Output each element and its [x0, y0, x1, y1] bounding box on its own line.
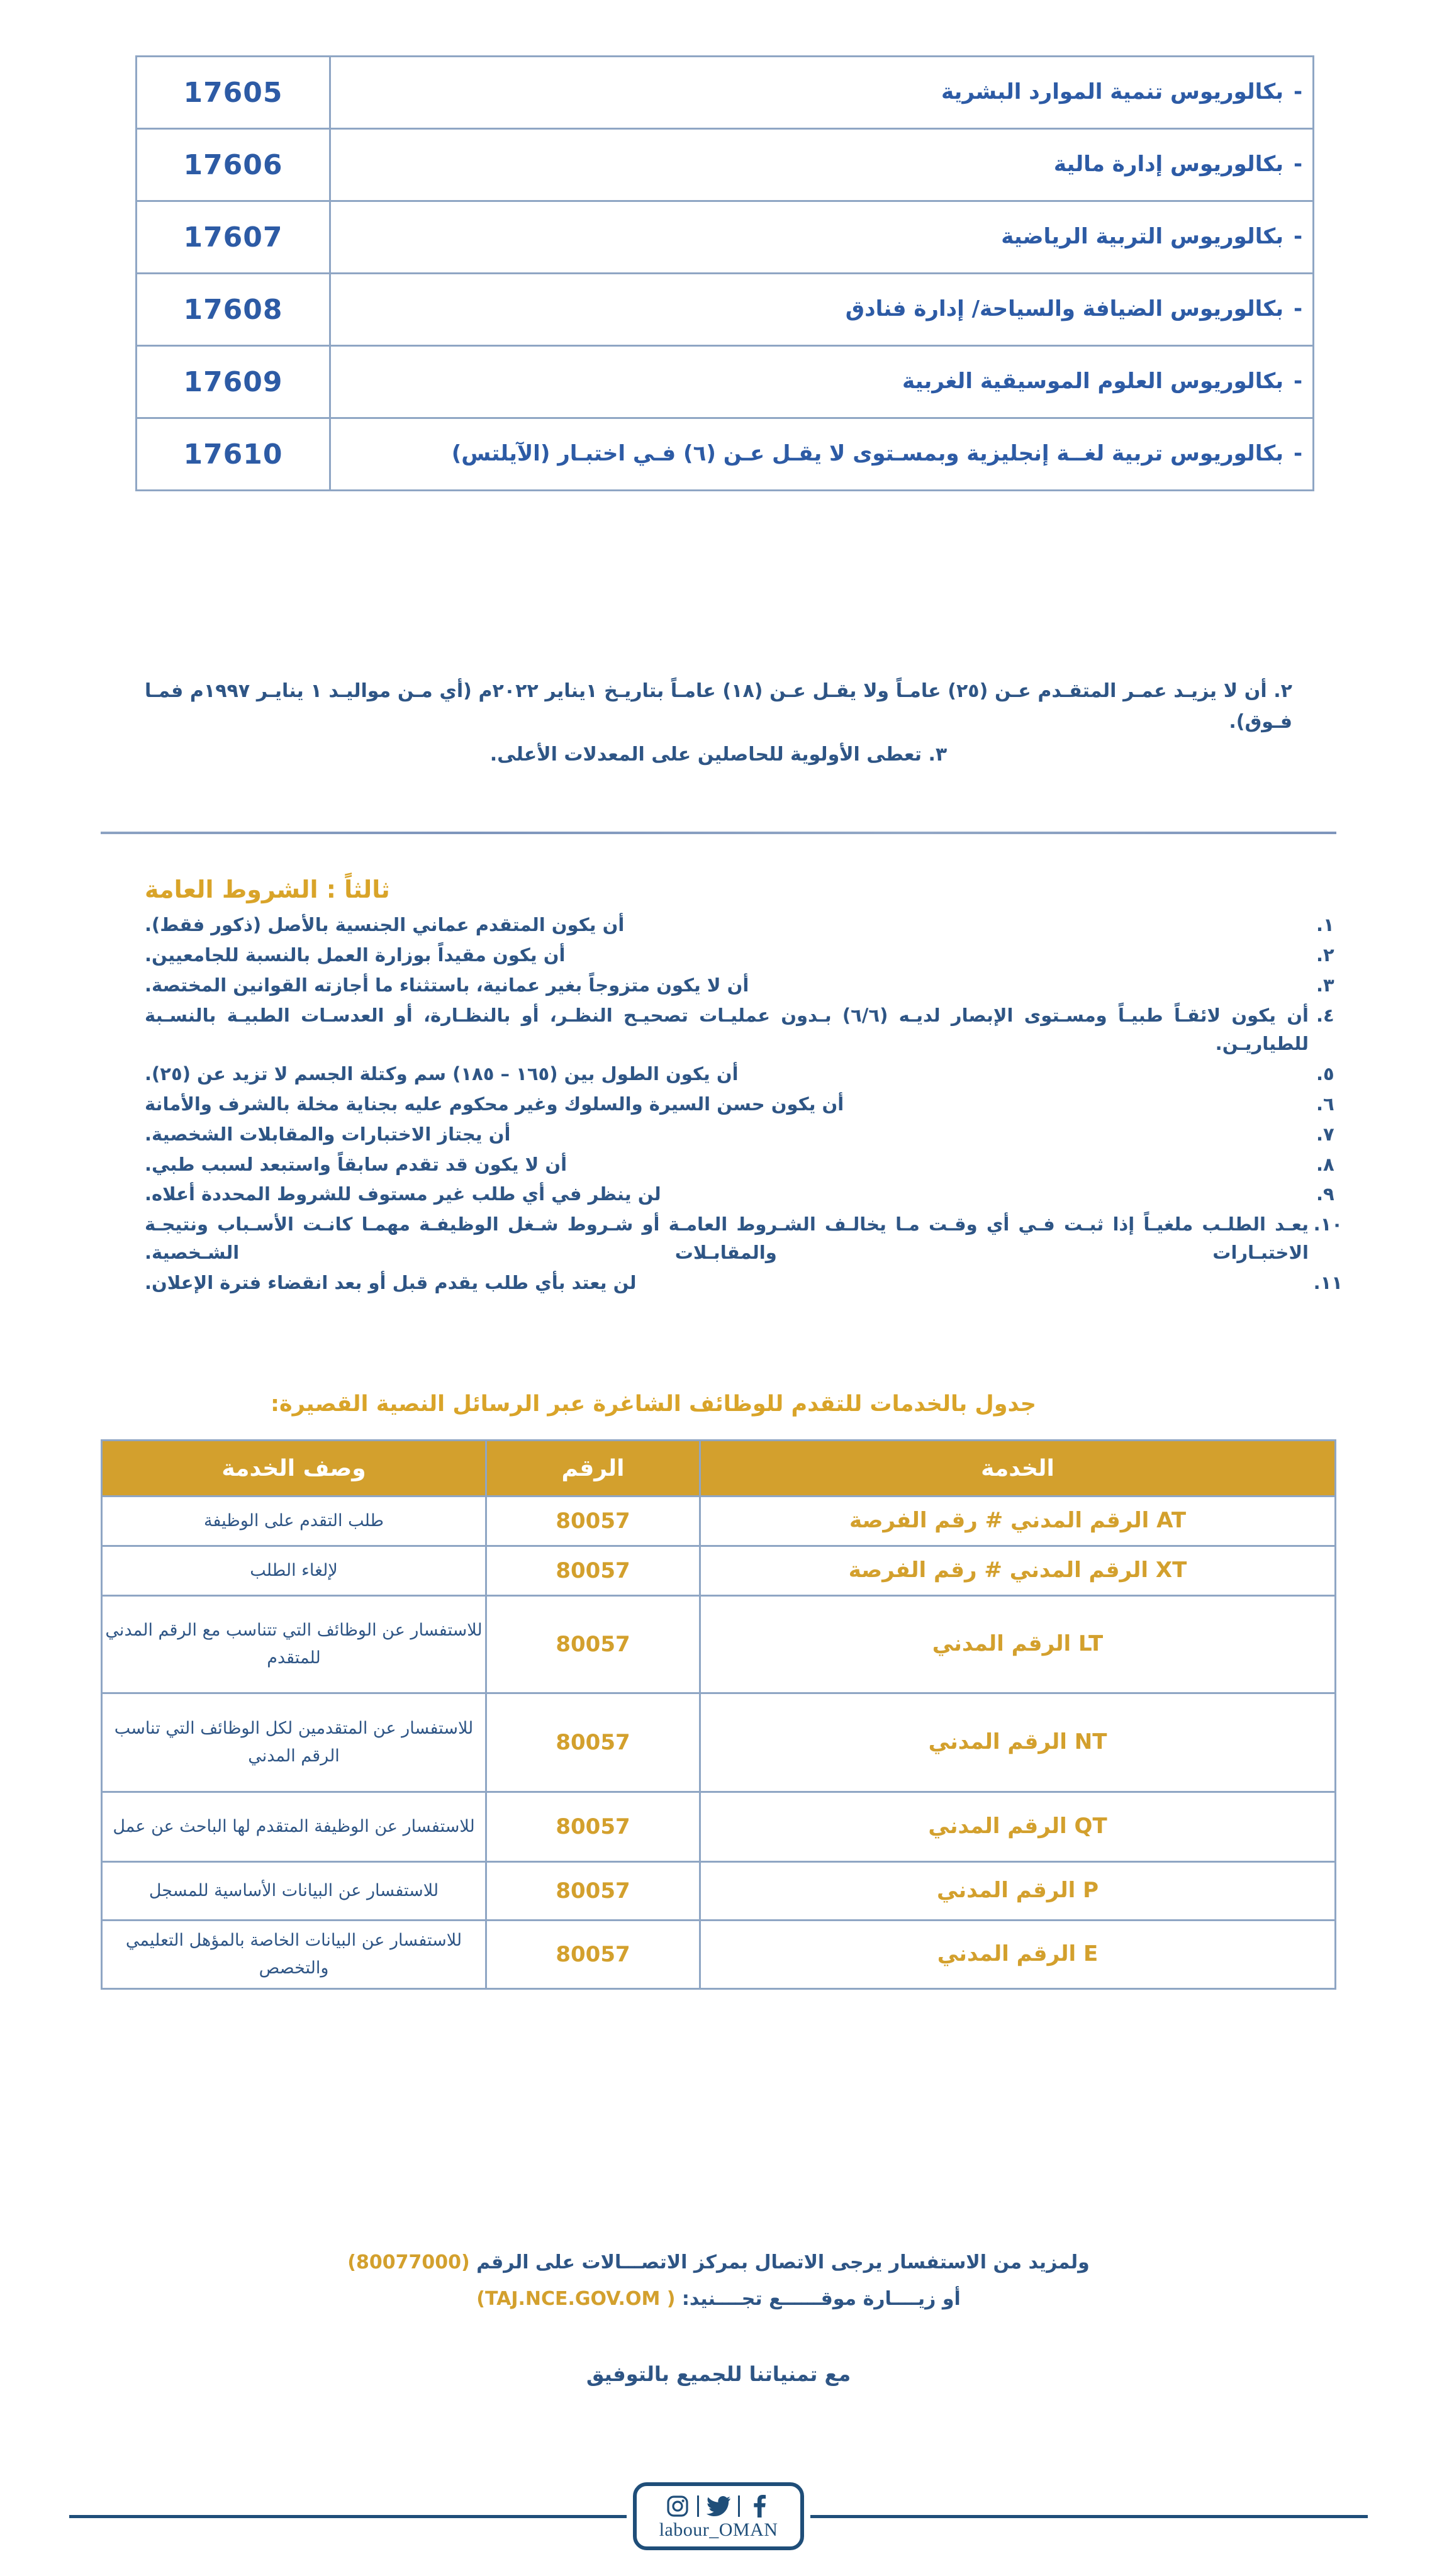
table-row [102, 1862, 1336, 1921]
table-row [137, 274, 1314, 346]
social-footer [69, 2478, 1368, 2554]
service-code: QT الرقم المدني [700, 1792, 1336, 1862]
table-row [137, 201, 1314, 274]
table-row [137, 129, 1314, 201]
list-item-number: ٤. [1316, 1004, 1334, 1026]
service-description: طلب التقدم على الوظيفة [102, 1497, 486, 1546]
service-description: للاستفسار عن الوظائف التي تتناسب مع الرقم المدني للمتقدم [102, 1596, 486, 1693]
table-row [102, 1546, 1336, 1596]
dash-marker: - [1293, 79, 1303, 105]
website-line [189, 2281, 1248, 2317]
job-code: 17606 [137, 129, 330, 201]
service-description: للاستفسار عن الوظيفة المتقدم لها الباحث عن عمل [102, 1792, 486, 1862]
list-item-text: أن لا يكون قد تقدم سابقاً واستبعد لسبب طبي. [145, 1153, 568, 1175]
dash-marker: - [1293, 296, 1303, 322]
job-title: بكالوريوس العلوم الموسيقية الغربية [902, 369, 1283, 394]
column-header-service: الخدمة [700, 1441, 1336, 1497]
list-item [145, 1060, 1343, 1088]
jobs-table [135, 55, 1314, 491]
list-item-number: ١١. [1313, 1272, 1343, 1294]
list-item-text: أن يكون حسن السيرة والسلوك وغير محكوم عليه بجناية مخلة بالشرف والأمانة [145, 1093, 844, 1115]
job-title: بكالوريوس الضيافة والسياحة/ إدارة فنادق [845, 296, 1283, 322]
column-header-number: الرقم [486, 1441, 700, 1497]
service-number: 80057 [486, 1693, 700, 1792]
list-item-text: أن يكون المتقدم عماني الجنسية بالأصل (ذكور فقط). [145, 914, 625, 935]
column-header-description: وصف الخدمة [102, 1441, 486, 1497]
job-name-cell [330, 57, 1314, 129]
footer-rule-right [810, 2515, 1368, 2518]
service-number: 80057 [486, 1792, 700, 1862]
list-item [145, 1120, 1343, 1149]
service-code: LT الرقم المدني [700, 1596, 1336, 1693]
social-handle[interactable]: labour_OMAN [659, 2519, 778, 2541]
contact-info [189, 2244, 1248, 2317]
website-label: أو زيــــارة موقــــــع تجــــنيد: [681, 2287, 961, 2310]
table-row [137, 418, 1314, 491]
service-number: 80057 [486, 1596, 700, 1693]
call-center-line [189, 2244, 1248, 2281]
list-item-number: ٣. [1316, 974, 1334, 996]
dash-marker: - [1293, 369, 1303, 394]
table-header-row [102, 1441, 1336, 1497]
table-row [102, 1596, 1336, 1693]
job-name-cell [330, 201, 1314, 274]
list-item-number: ٨. [1316, 1153, 1334, 1175]
job-title: بكالوريوس التربية الرياضية [1001, 224, 1283, 250]
sms-table-container [101, 1439, 1336, 1990]
job-title: بكالوريوس تربية لغــة إنجليزية وبمسـتوى لا يقـل عـن (٦) فـي اختبـار (الآيلتس) [451, 441, 1283, 467]
list-item [145, 911, 1343, 939]
footer-rule-left [69, 2515, 627, 2518]
list-item-text: لن يعتد بأي طلب يقدم قبل أو بعد انقضاء فترة الإعلان. [145, 1272, 637, 1294]
table-row [102, 1497, 1336, 1546]
list-item-text: لن ينظر في أي طلب غير مستوف للشروط المحددة أعلاه. [145, 1183, 661, 1205]
list-item-text: أن يكون الطول بين (١٦٥ – ١٨٥) سم وكتلة الجسم لا تزيد عن (٢٥). [145, 1062, 739, 1084]
closing-wishes: مع تمنياتنا للجميع بالتوفيق [586, 2362, 851, 2386]
call-center-number[interactable]: (80077000) [347, 2251, 470, 2273]
table-row [137, 346, 1314, 418]
list-item-number: ٥. [1316, 1062, 1334, 1084]
general-conditions-list [145, 911, 1343, 1299]
jobs-table-container [135, 55, 1314, 491]
list-item-number: ١. [1316, 914, 1334, 935]
list-item-number: ٧. [1316, 1123, 1334, 1145]
service-number: 80057 [486, 1921, 700, 1989]
list-item-text: أن يجتاز الاختبارات والمقابلات الشخصية. [145, 1123, 511, 1145]
social-icons [656, 2494, 781, 2519]
service-description: لإلغاء الطلب [102, 1546, 486, 1596]
job-code: 17605 [137, 57, 330, 129]
service-description: للاستفسار عن البيانات الخاصة بالمؤهل التعليمي والتخصص [102, 1921, 486, 1989]
list-item-number: ٩. [1316, 1183, 1334, 1205]
service-code: P الرقم المدني [700, 1862, 1336, 1921]
service-number: 80057 [486, 1497, 700, 1546]
list-item-number: ٦. [1316, 1093, 1334, 1115]
service-code: XT الرقم المدني # رقم الفرصة [700, 1546, 1336, 1596]
list-item [145, 1090, 1343, 1118]
job-code: 17608 [137, 274, 330, 346]
facebook-icon[interactable] [746, 2494, 773, 2519]
service-code: E الرقم المدني [700, 1921, 1336, 1989]
list-item-text: يعـد الطلـب ملغيـاً إذا ثبـت فـي أي وقـت مـا يخالـف الشـروط العامـة أو شـروط شـغل الوظيفـة مهمـا كانـت الأسـباب ونتيجـة الاختبـارات والمقابـلات الشـخصية. [145, 1213, 1309, 1264]
list-item-number: ١٠. [1313, 1213, 1343, 1235]
service-number: 80057 [486, 1546, 700, 1596]
list-item [145, 941, 1343, 969]
list-item-text: أن لا يكون متزوجاً بغير عمانية، باستثناء ما أجازته القوانين المختصة. [145, 974, 749, 996]
service-description: للاستفسار عن المتقدمين لكل الوظائف التي تناسب الرقم المدني [102, 1693, 486, 1792]
job-title: بكالوريوس تنمية الموارد البشرية [941, 79, 1283, 105]
job-name-cell [330, 129, 1314, 201]
list-item-text: أن يكون لائقـاً طبيـاً ومسـتوى الإبصار لديـه (٦/٦) بـدون عمليـات تصحيـح النظـر، أو بالنظـارة، أو العدسـات الطبيـة بالنسـبة للطياريـن. [145, 1004, 1309, 1054]
instagram-icon[interactable] [664, 2494, 691, 2519]
sms-services-table [101, 1439, 1336, 1990]
note-priority: ٣. تعطى الأولوية للحاصلين على المعدلات الأعلى. [489, 744, 948, 766]
job-code: 17609 [137, 346, 330, 418]
call-center-label: ولمزيد من الاستفسار يرجى الاتصال بمركز الاتصـــالات على الرقم [476, 2251, 1090, 2273]
note-age: ٢. أن لا يزيـد عمـر المتقـدم عـن (٢٥) عامـاً ولا يقـل عـن (١٨) عامـاً بتاريـخ ١يناير ٢٠٢٢م (أي مـن مواليـد ١ ينايـر ١٩٩٧م فمـا فـوق). [145, 680, 1292, 733]
dash-marker: - [1293, 224, 1303, 250]
icon-separator [697, 2495, 699, 2517]
list-item [145, 1210, 1343, 1267]
list-item [145, 1180, 1343, 1208]
service-code: NT الرقم المدني [700, 1693, 1336, 1792]
service-number: 80057 [486, 1862, 700, 1921]
job-name-cell [330, 418, 1314, 491]
table-row [102, 1921, 1336, 1989]
age-notes [145, 676, 1292, 772]
list-item-text: أن يكون مقيداً بوزارة العمل بالنسبة للجامعيين. [145, 944, 566, 966]
table-row [137, 57, 1314, 129]
dash-marker: - [1293, 441, 1303, 467]
list-item [145, 971, 1343, 1000]
icon-separator [738, 2495, 740, 2517]
job-name-cell [330, 274, 1314, 346]
social-badge [633, 2482, 804, 2550]
job-title: بكالوريوس إدارة مالية [1053, 152, 1283, 177]
website-url[interactable]: (TAJ.NCE.GOV.OM ) [476, 2287, 676, 2310]
list-item [145, 1001, 1343, 1058]
dash-marker: - [1293, 152, 1303, 177]
table-row [102, 1693, 1336, 1792]
service-code: AT الرقم المدني # رقم الفرصة [700, 1497, 1336, 1546]
list-item [145, 1151, 1343, 1179]
table-row [102, 1792, 1336, 1862]
service-description: للاستفسار عن البيانات الأساسية للمسجل [102, 1862, 486, 1921]
twitter-icon[interactable] [705, 2494, 732, 2519]
job-code: 17610 [137, 418, 330, 491]
list-item-number: ٢. [1316, 944, 1334, 966]
job-name-cell [330, 346, 1314, 418]
list-item [145, 1269, 1343, 1297]
job-code: 17607 [137, 201, 330, 274]
sms-table-title: جدول بالخدمات للتقدم للوظائف الشاغرة عبر الرسائل النصية القصيرة: [271, 1391, 1037, 1417]
section-divider [101, 832, 1336, 834]
general-conditions-heading: ثالثاً : الشروط العامة [145, 876, 390, 903]
